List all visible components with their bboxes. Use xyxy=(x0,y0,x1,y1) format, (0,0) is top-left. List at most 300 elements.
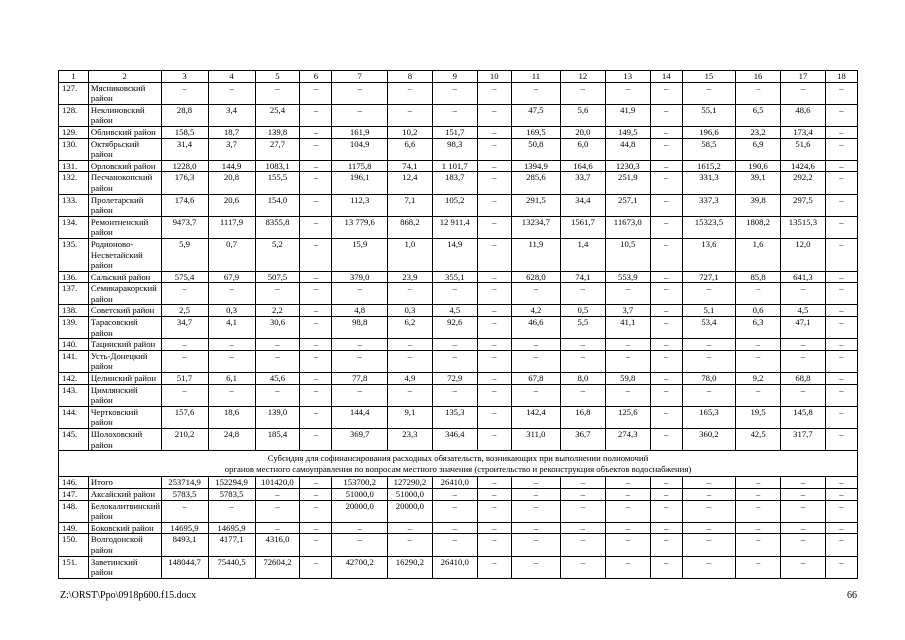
value-cell: – xyxy=(650,271,682,283)
value-cell: – xyxy=(477,373,511,385)
value-cell: – xyxy=(208,82,255,104)
value-cell: 9,1 xyxy=(387,406,432,428)
row-number-cell: 135. xyxy=(59,238,89,271)
value-cell: – xyxy=(387,82,432,104)
value-cell: 196,6 xyxy=(682,126,735,138)
district-name-cell: Чертковский район xyxy=(88,406,161,428)
page-number: 66 xyxy=(847,590,857,601)
value-cell: 19,5 xyxy=(736,406,781,428)
value-cell: 51000,0 xyxy=(387,488,432,500)
value-cell: – xyxy=(387,522,432,534)
value-cell: – xyxy=(332,339,388,351)
value-cell: – xyxy=(605,534,650,556)
value-cell: – xyxy=(650,216,682,238)
value-cell: – xyxy=(825,238,857,271)
value-cell: 285,6 xyxy=(511,172,560,194)
table-row xyxy=(59,104,858,126)
value-cell: – xyxy=(255,500,300,522)
value-cell: 575,4 xyxy=(161,271,208,283)
value-cell: – xyxy=(605,350,650,372)
value-cell: – xyxy=(477,556,511,578)
value-cell: 190,6 xyxy=(736,160,781,172)
table-row xyxy=(59,82,858,104)
value-cell: – xyxy=(650,82,682,104)
row-number-cell: 132. xyxy=(59,172,89,194)
value-cell: 331,3 xyxy=(682,172,735,194)
table-row xyxy=(59,138,858,160)
value-cell: 39,1 xyxy=(736,172,781,194)
value-cell: – xyxy=(825,500,857,522)
value-cell: – xyxy=(477,194,511,216)
value-cell: – xyxy=(300,406,332,428)
value-cell: – xyxy=(477,138,511,160)
value-cell: – xyxy=(682,477,735,489)
row-number-cell: 139. xyxy=(59,317,89,339)
value-cell: – xyxy=(682,534,735,556)
value-cell: 868,2 xyxy=(387,216,432,238)
value-cell: – xyxy=(682,556,735,578)
value-cell: 1808,2 xyxy=(736,216,781,238)
value-cell: 1,6 xyxy=(736,238,781,271)
value-cell: 4,2 xyxy=(511,305,560,317)
district-name-cell: Орловский район xyxy=(88,160,161,172)
value-cell: – xyxy=(161,283,208,305)
value-cell: 6,9 xyxy=(736,138,781,160)
value-cell: – xyxy=(736,82,781,104)
value-cell: – xyxy=(300,126,332,138)
value-cell: – xyxy=(682,82,735,104)
value-cell: 27,7 xyxy=(255,138,300,160)
value-cell: 4,8 xyxy=(332,305,388,317)
value-cell: 355,1 xyxy=(432,271,477,283)
value-cell: 26410,0 xyxy=(432,556,477,578)
value-cell: – xyxy=(387,384,432,406)
value-cell: 7,1 xyxy=(387,194,432,216)
value-cell: 1394,9 xyxy=(511,160,560,172)
value-cell: 360,2 xyxy=(682,429,735,451)
value-cell: – xyxy=(560,477,605,489)
value-cell: 51,6 xyxy=(780,138,825,160)
row-number-cell: 146. xyxy=(59,477,89,489)
value-cell: 55,1 xyxy=(682,104,735,126)
value-cell: – xyxy=(255,350,300,372)
value-cell: 33,7 xyxy=(560,172,605,194)
value-cell: – xyxy=(825,522,857,534)
value-cell: 6,6 xyxy=(387,138,432,160)
value-cell: 15323,5 xyxy=(682,216,735,238)
value-cell: 257,1 xyxy=(605,194,650,216)
value-cell: 101420,0 xyxy=(255,477,300,489)
row-number-cell: 133. xyxy=(59,194,89,216)
value-cell: 23,9 xyxy=(387,271,432,283)
value-cell: – xyxy=(780,556,825,578)
value-cell: 17 xyxy=(780,71,825,83)
district-name-cell: Семикаракорский район xyxy=(88,283,161,305)
value-cell: – xyxy=(560,350,605,372)
value-cell: – xyxy=(682,350,735,372)
row-number-cell: 151. xyxy=(59,556,89,578)
value-cell: 9 xyxy=(432,71,477,83)
value-cell: – xyxy=(736,339,781,351)
district-name-cell: Неклиновский район xyxy=(88,104,161,126)
value-cell: 4,5 xyxy=(780,305,825,317)
value-cell: 16 xyxy=(736,71,781,83)
value-cell: 14695,9 xyxy=(208,522,255,534)
value-cell: 68,8 xyxy=(780,373,825,385)
value-cell: 127290,2 xyxy=(387,477,432,489)
value-cell: – xyxy=(682,339,735,351)
value-cell: – xyxy=(682,488,735,500)
value-cell: 18,6 xyxy=(208,406,255,428)
value-cell: 3,7 xyxy=(605,305,650,317)
value-cell: – xyxy=(736,283,781,305)
value-cell: – xyxy=(825,126,857,138)
value-cell: 1615,2 xyxy=(682,160,735,172)
value-cell: 77,8 xyxy=(332,373,388,385)
value-cell: – xyxy=(161,500,208,522)
value-cell: 58,5 xyxy=(682,138,735,160)
value-cell: 157,6 xyxy=(161,406,208,428)
value-cell: – xyxy=(736,556,781,578)
value-cell: 553,9 xyxy=(605,271,650,283)
value-cell: 30,6 xyxy=(255,317,300,339)
table-row xyxy=(59,317,858,339)
district-name-cell: Цимлянский район xyxy=(88,384,161,406)
value-cell: – xyxy=(825,104,857,126)
row-number-cell: 131. xyxy=(59,160,89,172)
value-cell: 173,4 xyxy=(780,126,825,138)
table-row xyxy=(59,160,858,172)
value-cell: – xyxy=(511,556,560,578)
table-row xyxy=(59,534,858,556)
value-cell: 174,6 xyxy=(161,194,208,216)
row-number-cell: 127. xyxy=(59,82,89,104)
value-cell: – xyxy=(432,488,477,500)
value-cell: – xyxy=(477,406,511,428)
value-cell: – xyxy=(605,82,650,104)
value-cell: 0,7 xyxy=(208,238,255,271)
value-cell: 507,5 xyxy=(255,271,300,283)
value-cell: 158,5 xyxy=(161,126,208,138)
value-cell: – xyxy=(300,238,332,271)
value-cell: – xyxy=(650,522,682,534)
value-cell: 9,2 xyxy=(736,373,781,385)
value-cell: – xyxy=(736,500,781,522)
value-cell: – xyxy=(736,350,781,372)
value-cell: – xyxy=(300,82,332,104)
value-cell: 44,8 xyxy=(605,138,650,160)
value-cell: 26410,0 xyxy=(432,477,477,489)
value-cell: 47,5 xyxy=(511,104,560,126)
subsidy-heading-line-2: органов местного самоуправления по вопросам местного значения (строительство и реконструкция объектов водоснабжения) xyxy=(224,463,692,474)
value-cell: 11,9 xyxy=(511,238,560,271)
value-cell: 112,3 xyxy=(332,194,388,216)
value-cell: – xyxy=(432,350,477,372)
value-cell: 0,6 xyxy=(736,305,781,317)
value-cell: 51,7 xyxy=(161,373,208,385)
value-cell: 53,4 xyxy=(682,317,735,339)
value-cell: – xyxy=(300,522,332,534)
value-cell: 39,8 xyxy=(736,194,781,216)
table-row xyxy=(59,216,858,238)
value-cell: 4316,0 xyxy=(255,534,300,556)
value-cell: – xyxy=(605,522,650,534)
value-cell: – xyxy=(300,500,332,522)
table-row xyxy=(59,522,858,534)
value-cell: 155,5 xyxy=(255,172,300,194)
value-cell: 151,7 xyxy=(432,126,477,138)
value-cell: – xyxy=(825,172,857,194)
table-row xyxy=(59,384,858,406)
value-cell: – xyxy=(605,339,650,351)
value-cell: – xyxy=(650,160,682,172)
value-cell: – xyxy=(825,429,857,451)
table-row xyxy=(59,305,858,317)
value-cell: – xyxy=(432,500,477,522)
value-cell: 125,6 xyxy=(605,406,650,428)
district-name-cell: Шолоховский район xyxy=(88,429,161,451)
value-cell: – xyxy=(332,384,388,406)
value-cell: 0,3 xyxy=(208,305,255,317)
district-name-cell: Октябрьский район xyxy=(88,138,161,160)
value-cell: – xyxy=(300,429,332,451)
value-cell: 13 xyxy=(605,71,650,83)
value-cell: 3,4 xyxy=(208,104,255,126)
value-cell: 145,8 xyxy=(780,406,825,428)
district-name-cell: 2 xyxy=(88,71,161,83)
value-cell: – xyxy=(511,500,560,522)
value-cell: – xyxy=(432,384,477,406)
value-cell: 23,3 xyxy=(387,429,432,451)
value-cell: – xyxy=(605,384,650,406)
value-cell: – xyxy=(825,373,857,385)
value-cell: 346,4 xyxy=(432,429,477,451)
row-number-cell: 140. xyxy=(59,339,89,351)
value-cell: 1230,3 xyxy=(605,160,650,172)
subsidy-heading xyxy=(59,451,858,477)
value-cell: 98,8 xyxy=(332,317,388,339)
row-number-cell: 137. xyxy=(59,283,89,305)
value-cell: – xyxy=(477,500,511,522)
value-cell: 1175,8 xyxy=(332,160,388,172)
value-cell: 24,8 xyxy=(208,429,255,451)
value-cell: 185,4 xyxy=(255,429,300,451)
value-cell: – xyxy=(432,104,477,126)
value-cell: – xyxy=(477,172,511,194)
value-cell: 379,0 xyxy=(332,271,388,283)
value-cell: – xyxy=(825,406,857,428)
subsidy-heading-row xyxy=(59,451,858,477)
value-cell: – xyxy=(332,350,388,372)
value-cell: – xyxy=(161,339,208,351)
table-row xyxy=(59,500,858,522)
value-cell: – xyxy=(650,126,682,138)
value-cell: – xyxy=(825,556,857,578)
value-cell: 5,5 xyxy=(560,317,605,339)
value-cell: – xyxy=(780,488,825,500)
value-cell: – xyxy=(432,522,477,534)
table-row xyxy=(59,477,858,489)
value-cell: 1561,7 xyxy=(560,216,605,238)
value-cell: – xyxy=(780,384,825,406)
value-cell: – xyxy=(255,82,300,104)
value-cell: – xyxy=(332,104,388,126)
value-cell: 1083,1 xyxy=(255,160,300,172)
value-cell: – xyxy=(255,283,300,305)
value-cell: – xyxy=(477,534,511,556)
value-cell: 0,3 xyxy=(387,305,432,317)
value-cell: 16290,2 xyxy=(387,556,432,578)
value-cell: 161,9 xyxy=(332,126,388,138)
value-cell: – xyxy=(825,82,857,104)
value-cell: – xyxy=(605,488,650,500)
value-cell: 20000,0 xyxy=(332,500,388,522)
value-cell: 4,1 xyxy=(208,317,255,339)
value-cell: – xyxy=(560,500,605,522)
value-cell: 2,2 xyxy=(255,305,300,317)
value-cell: – xyxy=(255,384,300,406)
value-cell: 291,5 xyxy=(511,194,560,216)
value-cell: 1,0 xyxy=(387,238,432,271)
row-number-cell: 129. xyxy=(59,126,89,138)
value-cell: 5 xyxy=(255,71,300,83)
value-cell: 142,4 xyxy=(511,406,560,428)
value-cell: 6,0 xyxy=(560,138,605,160)
value-cell: 297,5 xyxy=(780,194,825,216)
district-name-cell: Ремонтненский район xyxy=(88,216,161,238)
value-cell: – xyxy=(300,305,332,317)
value-cell: – xyxy=(682,384,735,406)
value-cell: – xyxy=(560,556,605,578)
value-cell: 23,2 xyxy=(736,126,781,138)
table-row xyxy=(59,238,858,271)
value-cell: – xyxy=(161,82,208,104)
value-cell: – xyxy=(780,534,825,556)
value-cell: – xyxy=(511,384,560,406)
value-cell: 6,2 xyxy=(387,317,432,339)
value-cell: – xyxy=(650,305,682,317)
value-cell: – xyxy=(650,317,682,339)
value-cell: – xyxy=(825,160,857,172)
value-cell: 74,1 xyxy=(560,271,605,283)
value-cell: – xyxy=(605,500,650,522)
value-cell: – xyxy=(300,534,332,556)
value-cell: 41,9 xyxy=(605,104,650,126)
district-name-cell: Тарасовский район xyxy=(88,317,161,339)
table-row xyxy=(59,429,858,451)
value-cell: – xyxy=(825,350,857,372)
value-cell: – xyxy=(432,534,477,556)
district-name-cell: Обливский район xyxy=(88,126,161,138)
value-cell: 274,3 xyxy=(605,429,650,451)
value-cell: 34,4 xyxy=(560,194,605,216)
value-cell: – xyxy=(477,317,511,339)
value-cell: – xyxy=(300,488,332,500)
value-cell: 15,9 xyxy=(332,238,388,271)
value-cell: – xyxy=(825,488,857,500)
value-cell: 48,6 xyxy=(780,104,825,126)
value-cell: 18 xyxy=(825,71,857,83)
value-cell: – xyxy=(736,534,781,556)
value-cell: 8,0 xyxy=(560,373,605,385)
value-cell: – xyxy=(650,534,682,556)
value-cell: – xyxy=(780,283,825,305)
value-cell: 6 xyxy=(300,71,332,83)
value-cell: 210,2 xyxy=(161,429,208,451)
value-cell: – xyxy=(161,384,208,406)
value-cell: 5783,5 xyxy=(161,488,208,500)
value-cell: – xyxy=(208,384,255,406)
district-name-cell: Усть-Донецкий район xyxy=(88,350,161,372)
value-cell: 8493,1 xyxy=(161,534,208,556)
value-cell: 152294,9 xyxy=(208,477,255,489)
value-cell: – xyxy=(255,488,300,500)
row-number-cell: 136. xyxy=(59,271,89,283)
district-name-cell: Песчанокопский район xyxy=(88,172,161,194)
row-number-cell: 141. xyxy=(59,350,89,372)
value-cell: – xyxy=(650,339,682,351)
value-cell: – xyxy=(477,283,511,305)
value-cell: 45,6 xyxy=(255,373,300,385)
value-cell: 5,6 xyxy=(560,104,605,126)
value-cell: – xyxy=(477,477,511,489)
district-name-cell: Аксайский район xyxy=(88,488,161,500)
value-cell: 164,6 xyxy=(560,160,605,172)
value-cell: – xyxy=(511,488,560,500)
value-cell: 292,2 xyxy=(780,172,825,194)
header-row xyxy=(59,71,858,83)
value-cell: 1 101,7 xyxy=(432,160,477,172)
row-number-cell: 148. xyxy=(59,500,89,522)
value-cell: 11673,0 xyxy=(605,216,650,238)
value-cell: – xyxy=(650,429,682,451)
value-cell: 253714,9 xyxy=(161,477,208,489)
value-cell: – xyxy=(560,339,605,351)
value-cell: 149,5 xyxy=(605,126,650,138)
value-cell: – xyxy=(300,104,332,126)
value-cell: – xyxy=(511,283,560,305)
value-cell: – xyxy=(300,172,332,194)
value-cell: 10,5 xyxy=(605,238,650,271)
value-cell: – xyxy=(650,373,682,385)
value-cell: – xyxy=(650,283,682,305)
value-cell: 183,7 xyxy=(432,172,477,194)
value-cell: 165,3 xyxy=(682,406,735,428)
value-cell: 50,8 xyxy=(511,138,560,160)
value-cell: – xyxy=(560,522,605,534)
value-cell: – xyxy=(300,477,332,489)
value-cell: 20,8 xyxy=(208,172,255,194)
value-cell: – xyxy=(560,384,605,406)
value-cell: – xyxy=(332,283,388,305)
value-cell: 12 xyxy=(560,71,605,83)
value-cell: 20,6 xyxy=(208,194,255,216)
district-name-cell: Пролетарский район xyxy=(88,194,161,216)
value-cell: 13515,3 xyxy=(780,216,825,238)
value-cell: 251,9 xyxy=(605,172,650,194)
value-cell: – xyxy=(511,339,560,351)
table-row xyxy=(59,172,858,194)
table-row xyxy=(59,556,858,578)
value-cell: 1228,0 xyxy=(161,160,208,172)
value-cell: – xyxy=(432,283,477,305)
value-cell: – xyxy=(477,238,511,271)
value-cell: 10,2 xyxy=(387,126,432,138)
value-cell: – xyxy=(825,194,857,216)
row-number-cell: 150. xyxy=(59,534,89,556)
value-cell: – xyxy=(650,172,682,194)
value-cell: – xyxy=(477,126,511,138)
